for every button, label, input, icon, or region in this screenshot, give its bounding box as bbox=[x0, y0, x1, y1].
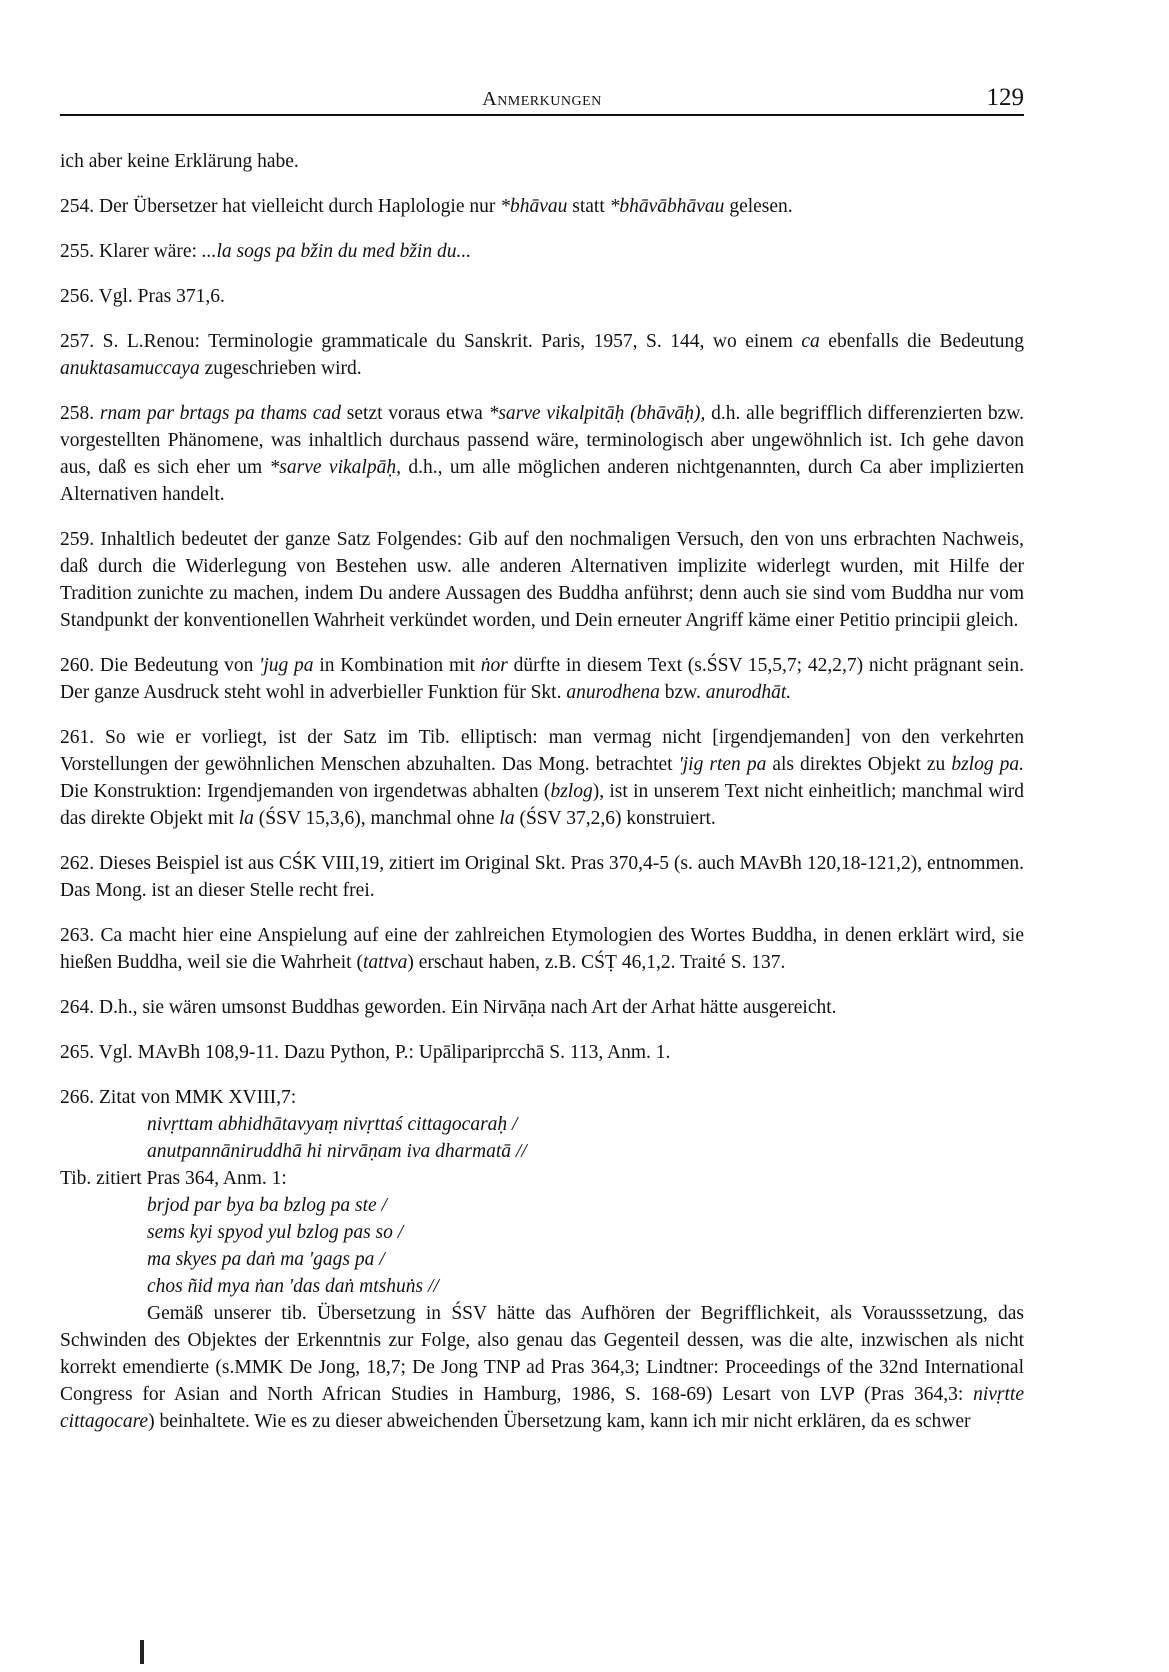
note-264 bbox=[60, 994, 1024, 1021]
note-text: als direktes Objekt zu bbox=[766, 754, 952, 775]
note-263 bbox=[60, 922, 1024, 976]
note-text: ) erschaut haben, z.B. CŚṬ 46,1,2. Traité S. 137. bbox=[407, 952, 786, 973]
running-head: Anmerkungen bbox=[482, 88, 602, 110]
note-italic: nivṛtte cittagocare bbox=[60, 1384, 1024, 1432]
notes-body bbox=[60, 148, 1024, 1435]
note-text: ) beinhaltete. Wie es zu dieser abweichenden Übersetzung kam, kann ich mir nicht erklären, da es schwer bbox=[148, 1411, 971, 1432]
note-italic: anurodhāt. bbox=[705, 682, 792, 703]
note-number: 264. bbox=[60, 997, 95, 1018]
note-italic: anurodhena bbox=[566, 682, 660, 703]
note-italic: la bbox=[238, 808, 254, 829]
tibetan-verse-line-1: brjod par bya ba bzlog pa ste / bbox=[147, 1195, 387, 1216]
note-italic: ca bbox=[801, 331, 820, 352]
page-header bbox=[60, 84, 1024, 116]
note-259 bbox=[60, 526, 1024, 634]
note-260 bbox=[60, 652, 1024, 706]
note-italic: 'jig rten pa bbox=[678, 754, 767, 775]
note-text: gelesen. bbox=[724, 196, 793, 217]
note-italic: *sarve vikalpāḥ, bbox=[269, 457, 401, 478]
note-italic: 'jug pa bbox=[259, 655, 314, 676]
note-italic: anuktasamuccaya bbox=[60, 358, 200, 379]
note-text: S. L.Renou: Terminologie grammaticale du Sanskrit. Paris, 1957, S. 144, wo einem bbox=[94, 331, 802, 352]
note-265 bbox=[60, 1039, 1024, 1066]
note-number: 254. bbox=[60, 196, 95, 217]
note-text: Inhaltlich bedeutet der ganze Satz Folgendes: Gib auf den nochmaligen Versuch, den von uns erbrachten Nachweis, daß durch die Widerlegung von Bestehen usw. alle anderen Alternativen implizite widerlegt wurden, mit Hilfe der Tradition zunichte zu machen, indem Du andere Aussagen des Buddha anführst; denn auch sie sind vom Buddha nur vom Standpunkt der konventionellen Wahrheit verkündet worden, und Dein erneuter Angriff käme einer Petitio principii gleich. bbox=[60, 529, 1024, 631]
note-italic: ṅor bbox=[480, 655, 508, 676]
note-italic: bzlog bbox=[550, 781, 593, 802]
note-text: statt bbox=[567, 196, 610, 217]
note-254 bbox=[60, 193, 1024, 220]
note-text: Vgl. MAvBh 108,9-11. Dazu Python, P.: Upālipariprcchā S. 113, Anm. 1. bbox=[94, 1042, 671, 1063]
note-italic: *sarve vikalpitāḥ (bhāvāḥ), bbox=[488, 403, 706, 424]
note-italic: *bhāvābhāvau bbox=[609, 196, 725, 217]
continuation-text: ich aber keine Erklärung habe. bbox=[60, 151, 299, 172]
note-text: Dieses Beispiel ist aus CŚK VIII,19, zitiert im Original Skt. Pras 370,4-5 (s. auch MAvBh 120,18-121,2), entnommen. Das Mong. ist an dieser Stelle recht frei. bbox=[60, 853, 1024, 901]
note-text: ebenfalls die Bedeutung bbox=[819, 331, 1024, 352]
note-number: 263. bbox=[60, 925, 95, 946]
note-text: d.h. alle begrifflich differenzierten bzw. vorgestellten Phänomene, was inhaltlich durchaus passend wäre, terminologisch aber ungewöhnlich ist. Ich gehe davon aus, daß es sich eher um bbox=[60, 403, 1024, 478]
note-italic: tattva bbox=[362, 952, 408, 973]
note-text: (ŚSV 15,3,6), manchmal ohne bbox=[253, 808, 500, 829]
note-258 bbox=[60, 400, 1024, 508]
note-261 bbox=[60, 724, 1024, 832]
note-text: Zitat von MMK XVIII,7: bbox=[94, 1087, 297, 1108]
note-text: D.h., sie wären umsonst Buddhas geworden. Ein Nirvāṇa nach Art der Arhat hätte ausgereicht. bbox=[94, 997, 837, 1018]
note-text: Die Bedeutung von bbox=[94, 655, 260, 676]
note-number: 260. bbox=[60, 655, 95, 676]
tibetan-verse-line-4: chos ñid mya ṅan 'das daṅ mtshuṅs // bbox=[147, 1276, 439, 1297]
note-text: Klarer wäre: bbox=[94, 241, 202, 262]
note-text: Gemäß unserer tib. Übersetzung in ŚSV hätte das Aufhören der Begrifflichkeit, als Vorausssetzung, das Schwinden des Objektes der Erkenntnis zur Folge, also genau das Gegenteil dessen, was die alte, inzwischen als nicht korrekt emendierte (s.MMK De Jong, 18,7; De Jong TNP ad Pras 364,3; Lindtner: Proceedings of the 32nd International Congress for Asian and North African Studies in Hamburg, 1986, S. 168-69) Lesart von LVP (Pras 364,3: bbox=[60, 1303, 1024, 1405]
note-number: 265. bbox=[60, 1042, 95, 1063]
note-italic: ...la sogs pa bžin du med bžin du... bbox=[201, 241, 472, 262]
note-text: zugeschrieben wird. bbox=[199, 358, 362, 379]
note-text: dürfte in diesem Text (s.ŚSV 15,5,7; 42,2,7) nicht prägnant sein. Der ganze Ausdruck steht wohl in adverbieller Funktion für Skt. bbox=[60, 655, 1024, 703]
sanskrit-verse-line-1: nivṛttam abhidhātavyaṃ nivṛttaś cittagocaraḥ / bbox=[147, 1114, 518, 1135]
note-number: 257. bbox=[60, 331, 95, 352]
note-text: setzt voraus etwa bbox=[341, 403, 489, 424]
note-text: Die Konstruktion: Irgendjemanden von irgendetwas abhalten ( bbox=[60, 781, 551, 802]
note-italic: bzlog pa. bbox=[951, 754, 1025, 775]
note-number: 259. bbox=[60, 529, 95, 550]
note-text: So wie er vorliegt, ist der Satz im Tib. elliptisch: man vermag nicht [irgendjemanden] von den verkehrten Vorstellungen der gewöhnlichen Menschen abzuhalten. Das Mong. betrachtet bbox=[60, 727, 1024, 775]
note-italic: la bbox=[499, 808, 515, 829]
note-262 bbox=[60, 850, 1024, 904]
note-number: 266. bbox=[60, 1087, 95, 1108]
note-255 bbox=[60, 238, 1024, 265]
page-number: 129 bbox=[986, 84, 1024, 111]
tibetan-verse-line-3: ma skyes pa daṅ ma 'gags pa / bbox=[147, 1249, 385, 1270]
note-text: in Kombination mit bbox=[313, 655, 481, 676]
note-text: ), ist in unserem Text nicht einheitlich; manchmal wird das direkte Objekt mit bbox=[60, 781, 1024, 829]
note-text: Der Übersetzer hat vielleicht durch Haplologie nur bbox=[94, 196, 501, 217]
sanskrit-verse-line-2: anutpannāniruddhā hi nirvāṇam iva dharmatā // bbox=[147, 1141, 527, 1162]
note-256 bbox=[60, 283, 1024, 310]
note-text: Ca macht hier eine Anspielung auf eine der zahlreichen Etymologien des Wortes Buddha, in denen erklärt wird, sie hießen Buddha, weil sie die Wahrheit ( bbox=[60, 925, 1024, 973]
note-text: (ŚSV 37,2,6) konstruiert. bbox=[514, 808, 716, 829]
note-italic: rnam par brtags pa thams cad bbox=[99, 403, 342, 424]
note-257 bbox=[60, 328, 1024, 382]
note-text: d.h., um alle möglichen anderen nichtgenannten, durch Ca aber implizierten Alternativen handelt. bbox=[60, 457, 1024, 505]
note-text: bzw. bbox=[659, 682, 706, 703]
note-number: 258. bbox=[60, 403, 95, 424]
tibetan-citation-intro: Tib. zitiert Pras 364, Anm. 1: bbox=[60, 1168, 287, 1189]
tibetan-verse-line-2: sems kyi spyod yul bzlog pas so / bbox=[147, 1222, 404, 1243]
note-266 bbox=[60, 1084, 1024, 1111]
note-number: 256. bbox=[60, 286, 95, 307]
note-text: Vgl. Pras 371,6. bbox=[94, 286, 225, 307]
note-266-discussion bbox=[60, 1300, 1024, 1435]
note-italic: *bhāvau bbox=[500, 196, 568, 217]
note-number: 261. bbox=[60, 727, 95, 748]
note-number: 262. bbox=[60, 853, 95, 874]
note-number: 255. bbox=[60, 241, 95, 262]
scan-margin-mark bbox=[140, 1640, 144, 1664]
